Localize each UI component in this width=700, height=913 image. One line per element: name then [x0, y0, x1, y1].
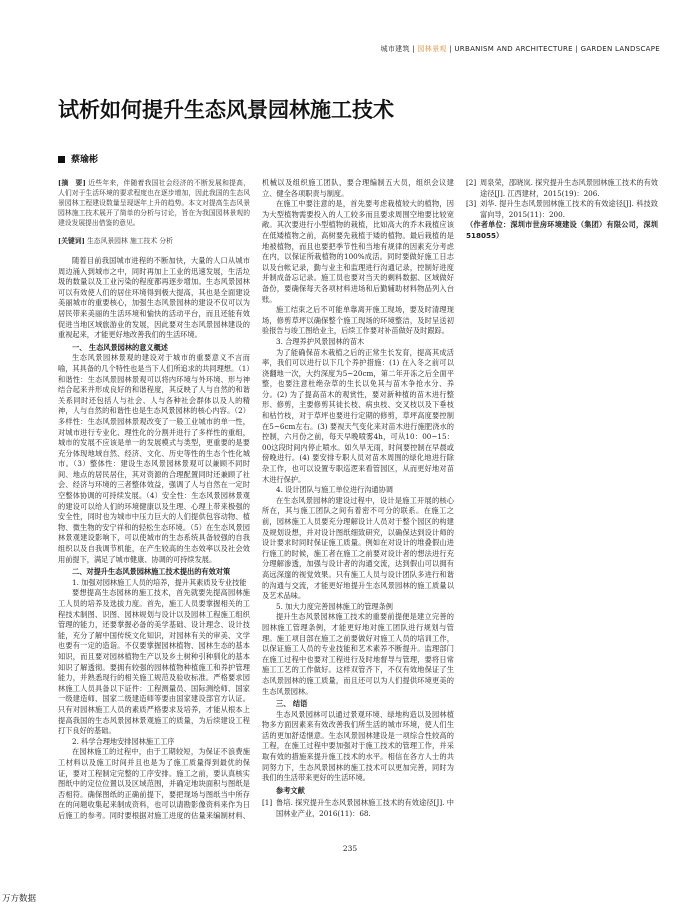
- subsection-heading: 2. 科学合理地安排园林施工工序: [72, 736, 175, 746]
- author-name: 蔡瑜彬: [71, 155, 99, 165]
- article-body: [58, 178, 658, 838]
- subsection-heading: 5. 加大力度完善园林施工的管理条例: [276, 601, 393, 611]
- abstract-text: 近些年来，伴随着我国社会经济的不断发展和提高，人们对于生活环境的要求程度也在逐步增加，因此我国的生态风景园林工程建设数量呈现逐年上升的趋势。本文对提高生态风景园林施工技术展开了简单的分析与讨论，旨在为我国园林景观的建设发展提出借鉴的意见。: [58, 179, 250, 227]
- body-paragraph: 在施工中要注意的是，首先要考虑栽植较大的植物，因为大型植物需要投入的人工较多而且要求周围空地要比较宽敞。其次要进行小型植物的栽植，比如高大的乔木栽植应该在低矮植物之前，高树要先栽植于矮的植物。最后栽植的是地被植物，而且也要把季节性和当地有规律的因素充分考虑在内，以保证所栽植物的100%成活。同时要做好施工日志以及台帐记录，勤与业主和监理进行沟通记录，控制好进度并制成备忘记录。施工员也要对当天的剩料数据、区域做好备份，要确保每天各项材料进场和后勤辅助材料物品列入台账。: [262, 199, 454, 304]
- running-header: [381, 44, 660, 54]
- subsection-heading: 4. 设计团队与施工单位进行沟通协调: [276, 485, 393, 495]
- abstract: [58, 178, 250, 228]
- abstract-label: [摘 要]: [58, 179, 86, 187]
- reference-item: [466, 178, 658, 199]
- reference-text: 周泉荣，邵晓岚. 探究提升生态风景园林施工技术的有效途径[J]. 江西建材，2015(19)：206.: [480, 178, 658, 198]
- section-heading: 一、 生态风景园林的意义概述: [72, 342, 168, 352]
- header-separator: |: [409, 45, 418, 53]
- keywords-text: 生态风景园林 施工技术 分析: [87, 237, 173, 245]
- wanfang-logo-text: 万方数据: [2, 894, 37, 904]
- reference-number: [2]: [466, 178, 477, 187]
- body-paragraph: 在生态风景园林的建设过程中，设计是施工开展的核心所在，其与施工团队之间有着密不可分的联系。在施工之前，园林施工人员要充分理解设计人员对于整个园区的构建及规划设想，并对设计图纸细致研究，以确保达到设计师的设计要求时同时保证施工质量。例如在对设计的堆叠假山进行施工的时候，施工者在施工之前要对设计者的想法进行充分理解渗透，加强与设计者的沟通交流，达到假山可以拥有高远深邃的视觉效果。只有施工人员与设计团队多进行和谐的沟通与交流，才能更好地提升生态风景园林的施工质量以及艺术品味。: [262, 495, 454, 601]
- reference-item: [262, 798, 454, 819]
- reference-number: [1]: [262, 798, 273, 808]
- author-line: [58, 152, 98, 165]
- reference-number: [3]: [466, 199, 477, 209]
- header-category-cn: 园林景观: [417, 45, 447, 53]
- article-title: 试析如何提升生态风景园林施工技术: [58, 98, 394, 122]
- header-section-en: | URBANISM AND ARCHITECTURE | GARDEN LANDSCAPE: [446, 45, 660, 53]
- body-paragraph: 施工结束之后不可能单靠离开施工现场，要及时清理现场，修剪草坪以确保整个施工现场的环境整洁，及时呈送初验报告与竣工图给业主，后续工作要对补苗做好及时跟踪。: [262, 305, 454, 336]
- body-paragraph: 提升生态风景园林施工技术的重要前提便是建立完善的园林施工管理条例，才能更好地对施工团队进行规划与管理。施工项目部在施工之前要做好对施工人员的培训工作，以保证施工人员的专业技能和艺术素养不断提升。监理部门在施工过程中也要对工程进行及时地督导与管理，要将日常施工工艺的工作做好。这样双管齐下，不仅有效地保证了生态风景园林的施工质量，而且还可以为人们提供环境更美的生态风景园林。: [262, 612, 454, 696]
- section-heading: 二、对提升生态风景园林施工技术提出的有效对策: [72, 567, 231, 577]
- page-number: 235: [342, 844, 358, 853]
- header-section-cn: 城市建筑: [380, 45, 410, 53]
- body-paragraph: 要想提高生态园林的施工技术，首先就要先提高园林施工人员的培养及选拔力度。首先，施工人员要掌握相关的工程技术制图、识图、园林规划与设计以及园林工程施工组织管理的能力，还要掌握必备的美学基础、设计理念、设计技能，充分了解中国传统文化知识，对园林有关的审美、文学也要有一定的造诣。不仅要掌握园林植物、园林生态的基本知识，而且要对园林植物生产以及乡土树种引种驯化的基本知识了解透彻。要拥有较强的园林植物种植施工和养护管理能力，并熟悉现行的相关施工规范及验收标准。严格要求园林施工人员具备以下证件：工程测量员、国际测绘师、国家一级建造师、国家二级建造师等要由国家建设部官方认证。只有对园林施工人员的素质严格要求及培养，才能从根本上提高我国的生态风景园林景观施工的质量，为后续建设工程打下良好的基础。: [58, 588, 250, 736]
- keywords: [58, 236, 250, 246]
- body-paragraph: 为了能确保苗木栽植之后的正常生长发育，提高其成活率，我们可以进行以下几个养护措施：(1) 在入冬之前可以浇翻地一次，大约深度为5~20cm，第二年开冻之后全面平整，也要注意杜绝杂草的生长以免其与苗木争抢水分、养分。(2) 为了提高苗木的观赏性，要对新种植的苗木进行整形、修剪，主要修剪其徒长枝、病虫枝、交叉枝以及下垂枝和枯竹枝，对于草坪也要进行定期的修剪，草坪高度要控制在5~6cm左右。(3) 要视天气变化来对苗木进行施肥浇水的控制，六月份之前，每天早晚喷雾4h，可从10：00~15：00这段时间内停止喷水。如久旱无雨，时间要控制在早晨或傍晚进行。(4) 要安排专职人员对苗木周围的绿化地进行除杂工作，也可以设置专职巡逻来看管园区，从而更好地对苗木进行保护。: [262, 347, 454, 484]
- square-bullet-icon: [58, 156, 65, 163]
- reference-text: 鲁培. 探究提升生态风景园林施工技术的有效途径[J]. 中国林业产业，2016(11)：68.: [276, 798, 454, 819]
- author-affiliation: （作者单位：深圳市世房环境建设（集团）有限公司，深圳 518055）: [466, 220, 658, 240]
- subsection-heading: 1. 加强对园林施工人员的培养，提升其素质及专业技能: [72, 577, 247, 587]
- keywords-label: [关键词]: [58, 237, 85, 245]
- references-heading: 参考文献: [276, 785, 305, 795]
- section-heading: 三、 结语: [276, 699, 308, 709]
- intro-paragraph: 随着目前我国城市进程的不断加快，大量的人口从城市周边涌入到城市之中，同时再加上工业的迅速发展，生活垃圾的数量以及工业污染的程度都再逐步增加。生态风景园林可以有效使人们的居住环境得到极大提高，其也是全面建设美丽城市的重要核心，加强生态风景园林的建设不仅可以为居民带来美丽的生活环境和愉快的活动平台，而且还能有效促进当地区域旅游业的发展，因此要对生态风景园林建设的重视起来，才能更好地改善我们的生活环境。: [58, 256, 250, 340]
- reference-item: [466, 199, 658, 220]
- body-paragraph: 在园林施工的过程中，由于工期较短，为保证不浪费施工材料以及施工时间并且也是为了施工质量得到最优的保证，要对工程制定完整的工序安排。施工之前，要认真核实图纸中的定位位置以及区域范围，并确定地块面积与图纸是否相符。确保图纸的正确前提下，要把现场与图纸当中所存在的问题收集起来制成资料，也可以请勘影像资料来作为日后施工的参考。同时要根据对施工进度的估量来编制材料、机械以及组织施工团队，要合理编制五大员，组织会议建立、健全各项职责与制度。: [58, 178, 454, 820]
- reference-text: 刘华. 提升生态风景园林施工技术的有效途径[J]. 科技致富向导，2015(11)：200.: [480, 199, 658, 219]
- subsection-heading: 3. 合理养护风景园林的苗木: [276, 336, 365, 346]
- body-paragraph: 生态风景园林景观的建设对于城市的重要意义不言而喻，其具备的几个特性也是当下人们所追求的共同理想。（1）和谐性：生态风景园林景观可以将内环境与外环境、形与神结合起来并形成良好的和谐程度，其反映了人与自然的和谐关系同时还包括人与社会、人与各种社会群体以及人的精神，人与自然的和谐性也是生态风景园林的核心内容。（2）多样性：生态风景园林景观改变了一般工业城市的单一性，对城市进行专业化、理性化的分割并进行了多样性的重组，城市的发展不应该是单一的发展模式与类型，更重要的是要充分体现地域自然、经济、文化、历史等性的生态个性化城市。（3）整体性：建设生态风景园林景观可以兼顾不同时间、地点的居民居住，其对资源的合理配置同时还兼顾了社会、经济与环境的三者整体效益，强调了人与自然在一定时空整体协调的可持续发展。（4）安全性：生态风景园林景观的建设可以给人们的环境健康以及生理、心理上带来极强的安全性，同时也为城市中压力巨大的人们提供包容动物、植物、微生物的安宁祥和的轻松生态环境。（5）在生态风景园林景观建设影响下，可以使城市的生态系统具备较强的自我组织以及自我调节机能，在产生较高的生态效率以及社会效用前提下，满足了城市健康、协调的可持续发展。: [58, 353, 250, 564]
- body-paragraph: 生态风景园林可以通过景观环境、绿地构造以及园林植物多方面因素来有效改善我们所生活的城市环境，使人们生活的更加舒适惬意。生态风景园林建设是一项综合性较高的工程，在施工过程中要加强对于施工技术的管理工作，并采取有效的措施来提升施工技术的水平。相信在各方人士的共同努力下，生态风景园林的施工技术可以更加完善，同时为我们的生活带来更好的生活环境。: [262, 709, 454, 783]
